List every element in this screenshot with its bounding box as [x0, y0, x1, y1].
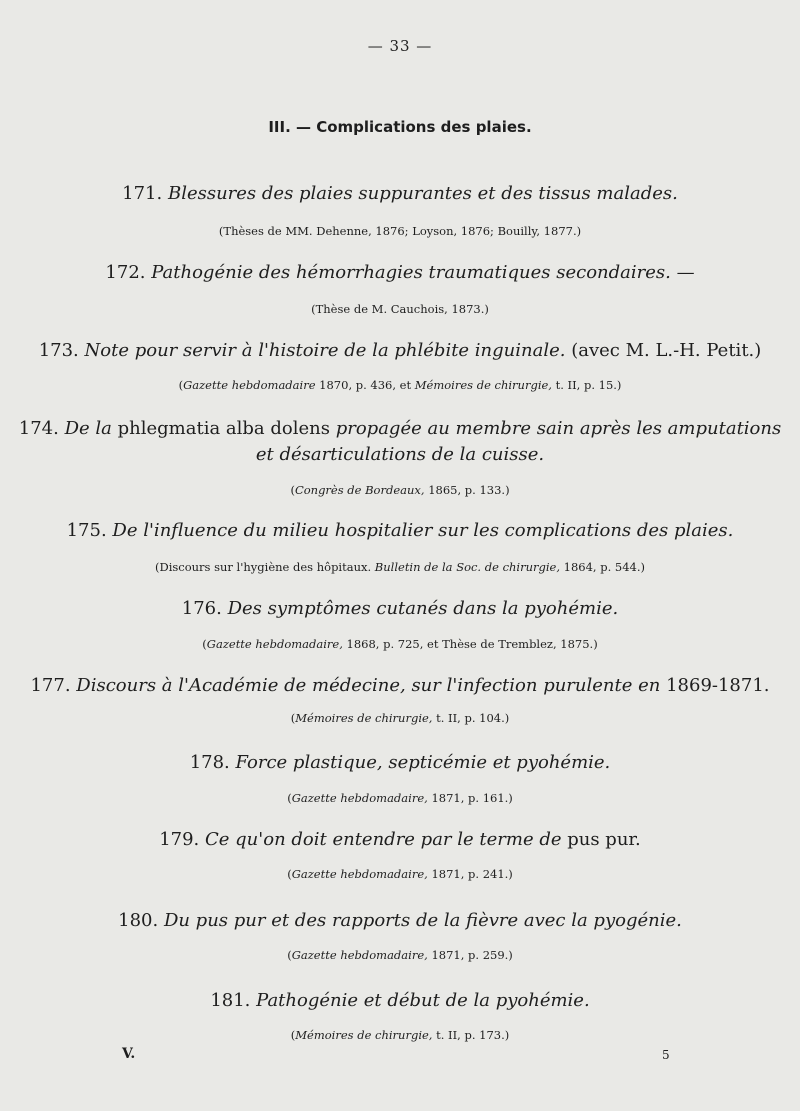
entry-number: 180.	[118, 910, 159, 931]
entry-years: 1869-1871.	[666, 675, 770, 696]
ref-open-paren: (	[178, 378, 184, 392]
ref-details: 1871, p. 161.)	[427, 791, 513, 805]
entry-174-reference	[0, 483, 800, 497]
entry-title: Pathogénie des hémorrhagies traumatiques secondaires. —	[151, 262, 695, 283]
entry-178-title	[0, 752, 800, 773]
entry-term: pus pur.	[567, 829, 641, 850]
entry-number: 181.	[210, 990, 251, 1011]
entry-number: 177.	[30, 675, 71, 696]
entry-176-title	[0, 598, 800, 619]
entry-coauthor: (avec M. L.-H. Petit.)	[571, 340, 762, 361]
ref-details: 1870, p. 436, et	[315, 378, 415, 392]
ref-journal-2: Mémoires de chirurgie,	[414, 378, 552, 392]
entry-171-title	[0, 183, 800, 204]
entry-number: 175.	[66, 520, 107, 541]
ref-open-paren: (	[290, 1028, 296, 1042]
entry-title: Pathogénie et début de la pyohémie.	[256, 990, 590, 1011]
ref-journal: Bulletin de la Soc. de chirurgie,	[374, 560, 560, 574]
ref-details: 1868, p. 725, et Thèse de Tremblez, 1875.)	[342, 637, 598, 651]
ref-details: 1871, p. 259.)	[427, 948, 513, 962]
section-heading: III. — Complications des plaies.	[268, 118, 532, 136]
ref-open-paren: (	[287, 948, 292, 962]
entry-181-title	[0, 990, 800, 1011]
entry-title: Blessures des plaies suppurantes et des tissus malades.	[167, 183, 678, 204]
ref-details: 1871, p. 241.)	[427, 867, 513, 881]
ref-open-paren: (	[290, 711, 296, 725]
ref-open-paren: (	[287, 867, 292, 881]
signature-mark: V.	[122, 1046, 136, 1062]
ref-journal: Gazette hebdomadaire,	[206, 637, 343, 651]
entry-177-reference	[0, 711, 800, 725]
ref-open-paren: (	[202, 637, 207, 651]
ref-details: 1864, p. 544.)	[560, 560, 645, 574]
entry-171-reference: (Thèses de MM. Dehenne, 1876; Loyson, 1876; Bouilly, 1877.)	[218, 224, 582, 238]
entry-title: De l'influence du milieu hospitalier sur les complications des plaies.	[112, 520, 734, 541]
entry-number: 174.	[18, 418, 59, 439]
ref-journal: Gazette hebdomadaire,	[291, 867, 428, 881]
ref-journal: Mémoires de chirurgie,	[295, 711, 433, 725]
entry-number: 173.	[38, 340, 79, 361]
entry-174-title	[0, 418, 800, 439]
entry-181-reference	[0, 1028, 800, 1042]
ref-details: 1865, p. 133.)	[424, 483, 510, 497]
entry-179-reference	[0, 867, 800, 881]
entry-176-reference	[0, 637, 800, 651]
entry-173-reference	[0, 378, 800, 392]
entry-number: 171.	[122, 183, 163, 204]
entry-172-title	[0, 262, 800, 283]
ref-prefix: (Discours sur l'hygiène des hôpitaux.	[154, 560, 375, 574]
ref-journal: Congrès de Bordeaux,	[294, 483, 425, 497]
page-number: — 33 —	[367, 37, 433, 55]
entry-179-title	[0, 829, 800, 850]
entry-173-title	[0, 340, 800, 361]
entry-number: 172.	[105, 262, 146, 283]
entry-title: Ce qu'on doit entendre par le terme de	[205, 829, 562, 850]
entry-180-reference	[0, 948, 800, 962]
entry-172-reference: (Thèse de M. Cauchois, 1873.)	[311, 302, 489, 316]
entry-175-title	[0, 520, 800, 541]
entry-title: Du pus pur et des rapports de la fièvre avec la pyogénie.	[163, 910, 682, 931]
entry-term: phlegmatia alba dolens	[117, 418, 330, 439]
entry-174-title-line2	[0, 444, 800, 465]
entry-title: Note pour servir à l'histoire de la phlébite inguinale.	[84, 340, 566, 361]
ref-details: t. II, p. 104.)	[432, 711, 510, 725]
entry-title-cont: propagée au membre sain après les amputations	[335, 418, 782, 439]
ref-open-paren: (	[287, 791, 292, 805]
entry-number: 179.	[159, 829, 200, 850]
entry-178-reference	[0, 791, 800, 805]
entry-title: Des symptômes cutanés dans la pyohémie.	[227, 598, 619, 619]
entry-177-title	[0, 675, 800, 696]
ref-journal: Gazette hebdomadaire,	[291, 791, 428, 805]
ref-details: t. II, p. 173.)	[432, 1028, 510, 1042]
entry-175-reference	[0, 560, 800, 574]
entry-title-cont: et désarticulations de la cuisse.	[255, 444, 545, 465]
entry-number: 176.	[181, 598, 222, 619]
entry-title: De la	[64, 418, 112, 439]
ref-journal: Gazette hebdomadaire	[183, 378, 316, 392]
ref-journal: Gazette hebdomadaire,	[291, 948, 428, 962]
entry-180-title	[0, 910, 800, 931]
ref-open-paren: (	[290, 483, 295, 497]
ref-journal: Mémoires de chirurgie,	[295, 1028, 433, 1042]
ref-details-2: t. II, p. 15.)	[551, 378, 622, 392]
entry-title: Force plastique, septicémie et pyohémie.	[235, 752, 611, 773]
entry-number: 178.	[189, 752, 230, 773]
entry-title: Discours à l'Académie de médecine, sur l'infection purulente en	[76, 675, 661, 696]
sheet-number: 5	[662, 1048, 670, 1062]
